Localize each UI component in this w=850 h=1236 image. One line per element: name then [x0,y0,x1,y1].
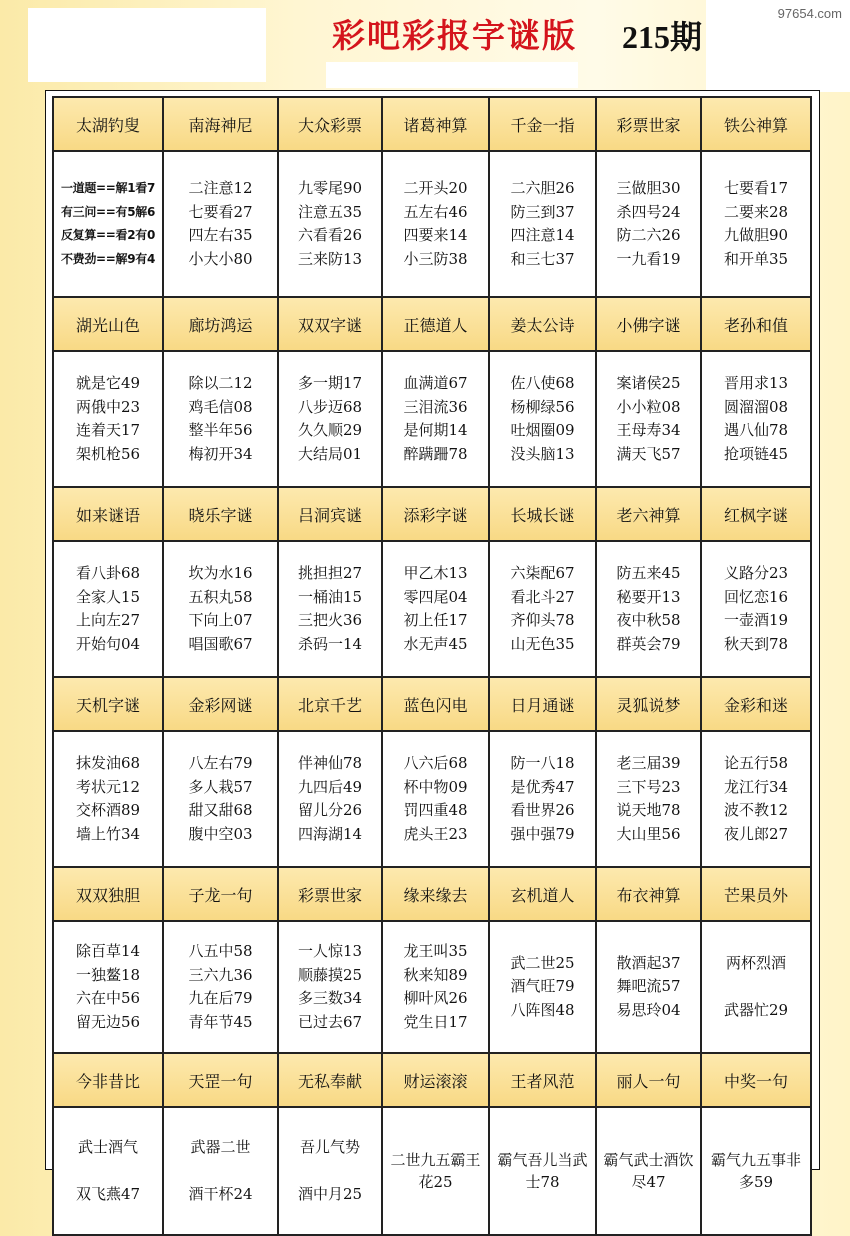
clue-line: 山无色35 [510,634,575,653]
clue-line: 梅初开34 [188,444,253,463]
blank-banner-left [28,8,266,82]
clue-line: 伴神仙78 [297,754,363,772]
source-name-cell: 灵狐说梦 [596,677,701,731]
clue-line: 甲乙木13 [403,564,468,582]
clue-line: 龙江行34 [723,777,789,796]
clue-line: 酒干杯24 [188,1185,253,1203]
clue-line: 二六胆26 [510,179,575,197]
clue-line: 大结局01 [297,444,363,463]
clue-line: 小大小80 [188,249,253,268]
clue-line: 坎为水16 [188,564,253,582]
source-name-cell: 蓝色闪电 [382,677,489,731]
clue-row [53,921,811,1053]
clue-line: 是何期14 [403,421,468,439]
clue-line: 秋天到78 [723,634,789,653]
clue-line: 柳叶风26 [403,989,468,1007]
clue-cell [53,1107,163,1235]
clue-line: 三做胆30 [616,179,681,197]
clue-line: 六在中56 [75,989,141,1007]
clue-cell [382,921,489,1053]
clue-line: 九在后79 [188,989,253,1007]
clue-cell [596,731,701,867]
source-name-cell: 老六神算 [596,487,701,541]
source-name-cell: 双双独胆 [53,867,163,921]
clue-line: 抹发油68 [75,754,141,772]
clue-line: 九四后49 [297,777,363,796]
clue-cell [489,351,596,487]
source-name-cell: 姜太公诗 [489,297,596,351]
source-name-cell: 天罡一句 [163,1053,278,1107]
clue-cell [278,921,382,1053]
clue-cell [163,731,278,867]
clue-line: 三下号23 [616,777,681,796]
source-name-cell: 彩票世家 [278,867,382,921]
source-name-cell: 子龙一句 [163,867,278,921]
clue-line: 武器二世 [190,1138,251,1156]
clue-line: 双飞燕47 [75,1185,141,1203]
source-name-cell: 长城长谜 [489,487,596,541]
clue-line: 二开头20 [403,179,468,197]
clue-line: 说天地78 [616,801,681,819]
clue-line: 一人惊13 [297,942,363,960]
clue-line: 四左右35 [188,226,253,244]
clue-line: 武二世25 [510,953,575,972]
page-title: 彩吧彩报字谜版 [332,16,577,55]
clue-line: 二世九五霸王花25 [390,1151,481,1191]
clue-line: 已过去67 [297,1012,363,1031]
clue-line: 唱国歌67 [188,634,253,653]
clue-line: 四要来14 [403,226,468,244]
clue-line: 血满道67 [403,374,468,392]
clue-cell [701,921,811,1053]
clue-cell [278,731,382,867]
clue-cell [278,351,382,487]
clue-line: 多一期17 [297,374,363,392]
clue-line: 易思玲04 [616,1000,681,1019]
clue-line: 案诸侯25 [616,374,681,392]
clue-row [53,151,811,297]
clue-line: 王母寿34 [616,421,681,439]
clue-line: 除百草14 [75,942,141,960]
header-row [53,867,811,921]
clue-line: 武器忙29 [723,1001,789,1019]
clue-line: 佐八使68 [510,374,575,392]
clue-line: 开始句04 [75,634,141,653]
clue-cell [701,351,811,487]
clue-line: 群英会79 [616,634,681,653]
clue-line: 八步迈68 [297,397,363,416]
clue-cell [596,921,701,1053]
clue-line: 杯中物09 [403,777,468,796]
source-name-cell: 太湖钓叟 [53,97,163,151]
clue-cell [701,151,811,297]
clue-cell [489,921,596,1053]
clue-line: 霸气武士酒饮尽47 [603,1151,694,1191]
clue-line: 全家人15 [75,587,141,606]
clue-line: 九做胆90 [723,226,789,244]
clue-line: 看世界26 [510,801,575,819]
clue-line: 秋来知89 [403,965,468,984]
clue-line: 和三七37 [510,249,575,268]
clue-line: 八阵图48 [510,1000,575,1019]
clue-line: 一壶酒19 [723,611,789,629]
source-name-cell: 财运滚滚 [382,1053,489,1107]
clue-line: 二注意12 [188,179,253,197]
clue-line: 酒中月25 [297,1185,363,1203]
clue-cell [53,731,163,867]
clue-line: 吐烟圈09 [510,421,575,439]
clue-line: 有三问==有5解6 [60,204,156,219]
clue-line: 防一八18 [510,754,575,772]
source-name-cell: 金彩网谜 [163,677,278,731]
clue-cell [163,921,278,1053]
clue-line: 龙王叫35 [403,942,468,960]
clue-cell [701,731,811,867]
clue-line: 五积丸58 [188,587,253,606]
clue-cell [489,1107,596,1235]
clue-line: 杀四号24 [616,202,681,221]
header-row [53,677,811,731]
source-name-cell: 千金一指 [489,97,596,151]
source-name-cell: 红枫字谜 [701,487,811,541]
clue-line: 波不教12 [723,801,789,819]
clue-line: 圆溜溜08 [723,397,789,416]
clue-row [53,541,811,677]
clue-cell [53,351,163,487]
clue-line: 留儿分26 [297,801,363,819]
clue-line: 八五中58 [188,942,253,960]
clue-cell [489,151,596,297]
source-name-cell: 芒果员外 [701,867,811,921]
clue-line: 考状元12 [75,777,141,796]
clue-cell [596,541,701,677]
clue-line: 腹中空03 [188,824,253,843]
source-name-cell: 老孙和值 [701,297,811,351]
source-name-cell: 如来谜语 [53,487,163,541]
clue-line: 九零尾90 [297,179,363,197]
clue-cell [596,151,701,297]
source-name-cell: 布衣神算 [596,867,701,921]
clue-line: 三来防13 [297,249,363,268]
clue-line: 酒气旺79 [510,977,575,996]
clue-line: 顺藤摸25 [297,965,363,984]
source-name-cell: 添彩字谜 [382,487,489,541]
clue-line: 三六九36 [188,965,253,984]
clue-line: 反复算==看2有0 [60,228,156,242]
clue-line: 霸气吾儿当武士78 [497,1151,588,1191]
clue-line: 杨柳绿56 [510,397,575,416]
clue-line: 看八卦68 [75,564,141,582]
clue-cell [53,151,163,297]
clue-cell [701,1107,811,1235]
source-name-cell: 吕洞宾谜 [278,487,382,541]
clue-line: 四注意14 [510,226,575,244]
clue-line: 七要看27 [188,202,253,221]
clue-line: 一九看19 [616,249,681,268]
clue-line: 留无边56 [75,1012,141,1031]
blank-banner-center [326,62,578,88]
clue-line: 鸡毛信08 [188,397,253,416]
clue-cell [163,151,278,297]
clue-line: 论五行58 [723,754,789,772]
clue-line: 除以二12 [188,374,253,392]
clue-line: 一独鳌18 [75,965,141,984]
clue-line: 就是它49 [75,374,141,392]
site-watermark: 97654.com [777,6,842,21]
clue-line: 架机枪56 [75,444,141,463]
clue-line: 六柒配67 [510,564,575,582]
source-name-cell: 无私奉献 [278,1053,382,1107]
clue-line: 八六后68 [403,754,468,772]
clue-row [53,351,811,487]
clue-line: 秘要开13 [616,587,681,606]
clue-line: 小三防38 [403,249,468,268]
clue-line: 挑担担27 [297,564,363,582]
clue-cell [163,1107,278,1235]
clue-line: 上向左27 [75,611,141,629]
header-row [53,487,811,541]
source-name-cell: 北京千艺 [278,677,382,731]
clue-cell [382,151,489,297]
puzzle-table [52,96,812,1236]
clue-line: 多三数34 [297,989,363,1007]
source-name-cell: 南海神尼 [163,97,278,151]
clue-line: 遇八仙78 [723,421,789,439]
clue-line: 两杯烈酒 [725,954,786,972]
source-name-cell: 大众彩票 [278,97,382,151]
clue-line: 舞吧流57 [616,977,681,996]
clue-line: 二要来28 [723,202,789,221]
source-name-cell: 小佛字谜 [596,297,701,351]
clue-line: 夜儿郎27 [723,824,789,843]
source-name-cell: 中奖一句 [701,1053,811,1107]
clue-line: 甜又甜68 [188,801,253,819]
clue-cell [382,1107,489,1235]
clue-cell [382,351,489,487]
source-name-cell: 廊坊鸿运 [163,297,278,351]
clue-line: 三把火36 [297,611,363,629]
clue-line: 抢项链45 [723,444,789,463]
clue-row [53,731,811,867]
clue-line: 虎头王23 [403,824,468,843]
clue-line: 散酒起37 [616,953,681,972]
clue-line: 晋用求13 [723,374,789,392]
clue-line: 下向上07 [188,611,253,629]
clue-line: 零四尾04 [403,587,468,606]
source-name-cell: 湖光山色 [53,297,163,351]
clue-cell [278,1107,382,1235]
source-name-cell: 彩票世家 [596,97,701,151]
clue-line: 两俄中23 [75,397,141,416]
source-name-cell: 金彩和迷 [701,677,811,731]
source-name-cell: 双双字谜 [278,297,382,351]
clue-cell [489,541,596,677]
clue-line: 交杯酒89 [75,801,141,819]
clue-line: 罚四重48 [403,801,468,819]
clue-cell [53,921,163,1053]
source-name-cell: 王者风范 [489,1053,596,1107]
clue-line: 党生日17 [403,1012,468,1031]
clue-line: 齐仰头78 [510,611,575,629]
clue-line: 义路分23 [723,564,789,582]
clue-line: 八左右79 [188,754,253,772]
source-name-cell: 铁公神算 [701,97,811,151]
clue-line: 三泪流36 [403,397,468,416]
source-name-cell: 玄机道人 [489,867,596,921]
clue-line: 老三届39 [616,754,681,772]
clue-cell [596,351,701,487]
clue-line: 多人栽57 [188,777,253,796]
clue-line: 四海湖14 [297,824,363,843]
clue-line: 和开单35 [723,249,789,268]
clue-line: 没头脑13 [510,444,575,463]
clue-line: 大山里56 [616,824,681,843]
source-name-cell: 诸葛神算 [382,97,489,151]
clue-line: 墙上竹34 [75,824,141,843]
clue-line: 整半年56 [188,421,253,439]
source-name-cell: 缘来缘去 [382,867,489,921]
clue-line: 五左右46 [403,202,468,221]
header-row [53,297,811,351]
source-name-cell: 晓乐字谜 [163,487,278,541]
clue-line: 小小粒08 [616,397,681,416]
clue-row [53,1107,811,1235]
clue-line: 水无声45 [403,634,468,653]
header-row [53,1053,811,1107]
clue-line: 是优秀47 [510,777,575,796]
clue-line: 注意五35 [297,202,363,221]
issue-number: 215期 [622,19,703,55]
clue-cell [278,151,382,297]
clue-line: 六看看26 [297,226,363,244]
clue-line: 久久顺29 [297,421,363,439]
source-name-cell: 正德道人 [382,297,489,351]
clue-line: 一桶油15 [297,587,363,606]
clue-cell [382,541,489,677]
clue-line: 杀码一14 [297,634,363,653]
clue-cell [163,541,278,677]
clue-line: 不费劲==解9有4 [60,251,156,266]
clue-line: 夜中秋58 [616,611,681,629]
clue-cell [382,731,489,867]
clue-cell [53,541,163,677]
clue-cell [596,1107,701,1235]
clue-cell [701,541,811,677]
clue-line: 防五来45 [616,564,681,582]
source-name-cell: 日月通谜 [489,677,596,731]
clue-line: 霸气九五事非多59 [710,1151,801,1191]
source-name-cell: 天机字谜 [53,677,163,731]
clue-line: 一道题==解1看7 [60,181,156,195]
clue-line: 防二六26 [616,226,681,244]
clue-line: 吾儿气势 [299,1138,360,1156]
source-name-cell: 丽人一句 [596,1053,701,1107]
clue-line: 连着天17 [75,421,141,439]
clue-line: 醉蹒跚78 [403,444,468,463]
source-name-cell: 今非昔比 [53,1053,163,1107]
clue-line: 初上任17 [403,611,468,629]
clue-line: 防三到37 [510,202,575,221]
clue-line: 青年节45 [188,1012,253,1031]
clue-line: 七要看17 [723,179,789,197]
clue-cell [163,351,278,487]
clue-line: 满天飞57 [616,444,681,463]
clue-cell [489,731,596,867]
clue-cell [278,541,382,677]
clue-line: 看北斗27 [510,587,575,606]
clue-line: 回忆恋16 [723,587,789,606]
header-row [53,97,811,151]
clue-line: 武士酒气 [77,1138,138,1156]
clue-line: 强中强79 [510,824,575,843]
